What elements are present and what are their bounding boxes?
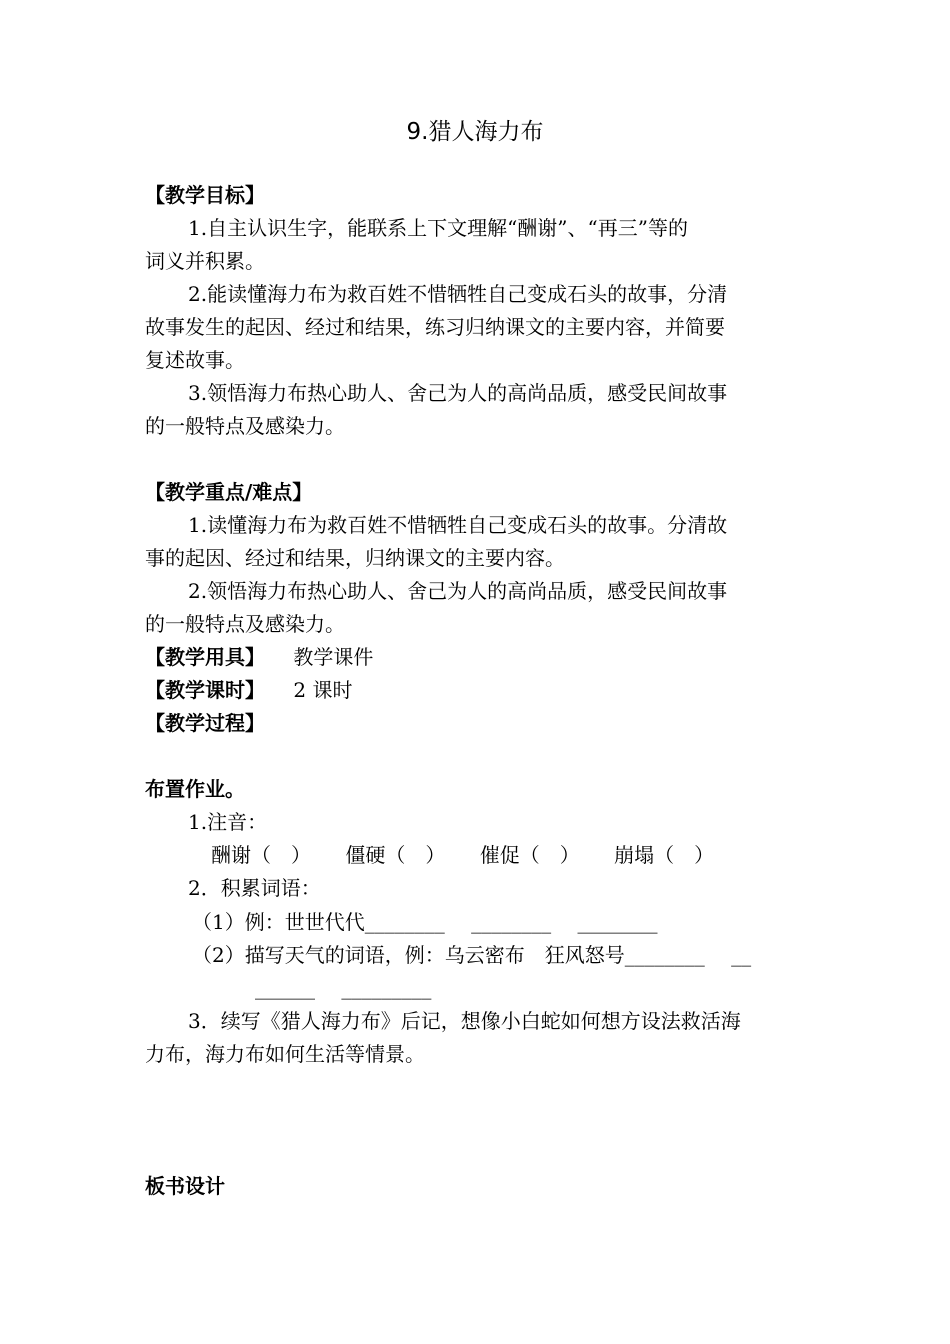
homework-q2: 2．积累词语： <box>188 876 321 900</box>
homework-q3-line1: 3．续写《猎人海力布》后记，想像小白蛇如何想方设法救活海 <box>188 1009 741 1033</box>
page-title: 9.猎人海力布 <box>406 119 544 145</box>
goals-item1-line1: 1.自主认识生字，能联系上下文理解“酬谢”、“再三”等的 <box>188 216 688 240</box>
board-heading: 板书设计 <box>145 1174 225 1198</box>
goals-item1-line2: 词义并积累。 <box>145 249 265 273</box>
goals-item2-line3: 复述故事。 <box>145 348 245 372</box>
homework-heading: 布置作业。 <box>145 777 245 801</box>
homework-q1: 1.注音： <box>188 810 268 834</box>
q1-word-4: 崩塌（ ） <box>614 843 715 867</box>
tools-heading: 【教学用具】 <box>145 645 265 669</box>
homework-q2-b: （2）描写天气的词语，例：乌云密布 狂风怒号________ __ <box>192 943 752 967</box>
q1-word-2: 僵硬（ ） <box>345 843 446 867</box>
hours-heading: 【教学课时】 <box>145 678 265 702</box>
hours-row <box>145 674 352 707</box>
focus-heading: 【教学重点/难点】 <box>145 480 313 504</box>
homework-q3-line2: 力布，海力布如何生活等情景。 <box>145 1042 425 1066</box>
goals-item3-line1: 3.领悟海力布热心助人、舍己为人的高尚品质，感受民间故事 <box>188 381 728 405</box>
hours-value: 2 课时 <box>293 678 353 702</box>
focus-item2-line1: 2.领悟海力布热心助人、舍己为人的高尚品质，感受民间故事 <box>188 579 728 603</box>
focus-item2-line2: 的一般特点及感染力。 <box>145 612 345 636</box>
goals-heading: 【教学目标】 <box>145 183 265 207</box>
homework-q2-a: （1）例：世世代代________ ________ ________ <box>192 910 658 934</box>
focus-item1-line1: 1.读懂海力布为救百姓不惜牺牲自己变成石头的故事。分清故 <box>188 513 728 537</box>
homework-q1-words <box>211 839 714 872</box>
homework-q2-b-cont: ______ _________ <box>255 976 432 1000</box>
process-heading: 【教学过程】 <box>145 711 265 735</box>
q1-word-1: 酬谢（ ） <box>211 843 311 867</box>
tools-value: 教学课件 <box>293 645 374 669</box>
goals-item3-line2: 的一般特点及感染力。 <box>145 414 345 438</box>
q1-word-3: 催促（ ） <box>479 843 580 867</box>
goals-item2-line1: 2.能读懂海力布为救百姓不惜牺牲自己变成石头的故事，分清 <box>188 282 728 306</box>
tools-row <box>145 641 373 674</box>
goals-item2-line2: 故事发生的起因、经过和结果，练习归纳课文的主要内容，并简要 <box>145 315 725 339</box>
focus-item1-line2: 事的起因、经过和结果，归纳课文的主要内容。 <box>145 546 565 570</box>
